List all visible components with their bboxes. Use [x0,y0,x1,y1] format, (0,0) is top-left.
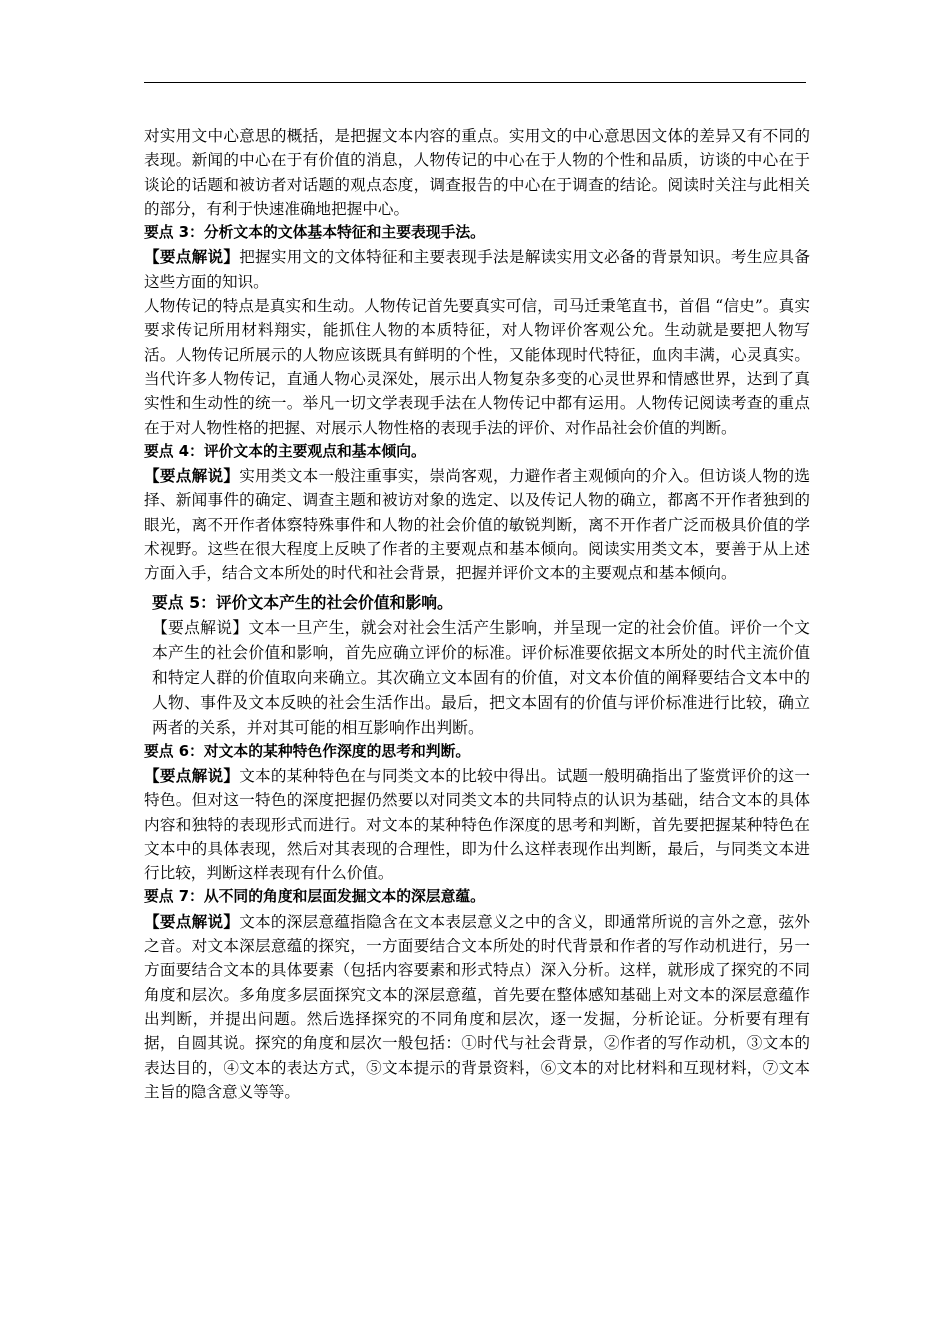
section-heading: 要点 5：评价文本产生的社会价值和影响。 [152,592,453,612]
explanation-label: 【要点解说】 [144,466,240,486]
explanation-label: 【要点解说】 [144,765,240,785]
paragraph-text: 文本的某种特色在与同类文本的比较中得出。试题一般明确指出了鉴赏评价的这一特色。但对这一特色的深度把握仍然要以对同类文本的共同特点的认识为基础，结合文本的具体内容和独特的表现形式而进行。对文本的某种特色作深度的思考和判断，首先要把握某种特色在文本中的具体表现，然后对其表现的合理性，即为什么这样表现作出判断，最后，与同类文本进行比较，判断这样表现有什么价值。 [144,766,810,883]
section-point-7 [144,885,810,1104]
paragraph-text: 把握实用文的文体特征和主要表现手法是解读实用文必备的背景知识。考生应具备这些方面的知识。 [144,248,810,291]
section-point-4 [144,440,810,586]
section-paragraph [144,910,810,1104]
explanation-label: 【要点解说】 [152,617,249,637]
section-point-3 [144,221,810,440]
section-paragraph [144,245,810,294]
paragraph-text: 文本一旦产生，就会对社会生活产生影响，并呈现一定的社会价值。评价一个文本产生的社会价值和影响，首先应确立评价的标准。评价标准要依据文本所处的时代主流价值和特定人群的价值取向来确立。其次确立文本固有的价值，对文本价值的阐释要结合文本中的人物、事件及文本反映的社会生活作出。最后，把文本固有的价值与评价标准进行比较，确立两者的关系，并对其可能的相互影响作出判断。 [152,617,810,737]
section-heading: 要点 3：分析文本的文体基本特征和主要表现手法。 [144,224,485,242]
explanation-label: 【要点解说】 [144,247,240,267]
header-rule [144,82,806,83]
section-paragraph: 人物传记的特点是真实和生动。人物传记首先要真实可信，司马迁秉笔直书，首倡 “信史”。真实要求传记所用材料翔实，能抓住人物的本质特征，对人物评价客观公允。生动就是要把人物写活。人物传记所展示的人物应该既具有鲜明的个性，又能体现时代特征，血肉丰满，心灵真实。当代许多人物传记，直通人物心灵深处，展示出人物复杂多变的心灵世界和情感世界，达到了真实性和生动性的统一。举凡一切文学表现手法在人物传记中都有运用。人物传记阅读考查的重点在于对人物性格的把握、对展示人物性格的表现手法的评价、对作品社会价值的判断。 [144,297,810,437]
explanation-label: 【要点解说】 [144,911,240,931]
section-heading: 要点 4：评价文本的主要观点和基本倾向。 [144,442,426,460]
intro-paragraph: 对实用文中心意思的概括，是把握文本内容的重点。实用文的中心意思因文体的差异又有不同的表现。新闻的中心在于有价值的消息，人物传记的中心在于人物的个性和品质，访谈的中心在于谈论的话题和被访者对话题的观点态度，调查报告的中心在于调查的结论。阅读时关注与此相关的部分，有利于快速准确地把握中心。 [144,127,810,218]
section-point-5 [144,590,810,740]
section-point-6 [144,740,810,886]
section-heading: 要点 6：对文本的某种特色作深度的思考和判断。 [144,742,471,760]
paragraph-text: 文本的深层意蕴指隐含在文本表层意义之中的含义，即通常所说的言外之意，弦外之音。对文本深层意蕴的探究，一方面要结合文本所处的时代背景和作者的写作动机进行，另一方面要结合文本的具体要素（包括内容要素和形式特点）深入分析。这样，就形成了探究的不同角度和层次。多角度多层面探究文本的深层意蕴，首先要在整体感知基础上对文本的深层意蕴作出判断，并提出问题。然后选择探究的不同角度和层次，逐一发掘，分析论证。分析要有理有据，自圆其说。探究的角度和层次一般包括：①时代与社会背景，②作者的写作动机，③文本的表达目的，④文本的表达方式，⑤文本提示的背景资料，⑥文本的对比材料和互现材料，⑦文本主旨的隐含意义等等。 [144,912,810,1101]
paragraph-text: 实用类文本一般注重事实，崇尚客观，力避作者主观倾向的介入。但访谈人物的选择、新闻事件的确定、调查主题和被访对象的选定、以及传记人物的确立，都离不开作者独到的眼光，离不开作者体察特殊事件和人物的社会价值的敏锐判断，离不开作者广泛而极具价值的学术视野。这些在很大程度上反映了作者的主要观点和基本倾向。阅读实用类文本，要善于从上述方面入手，结合文本所处的时代和社会背景，把握并评价文本的主要观点和基本倾向。 [144,467,810,583]
section-heading: 要点 7：从不同的角度和层面发掘文本的深层意蕴。 [144,888,485,906]
section-paragraph [152,615,810,740]
document-body [144,124,810,1104]
section-paragraph [144,764,810,885]
section-paragraph [144,464,810,585]
